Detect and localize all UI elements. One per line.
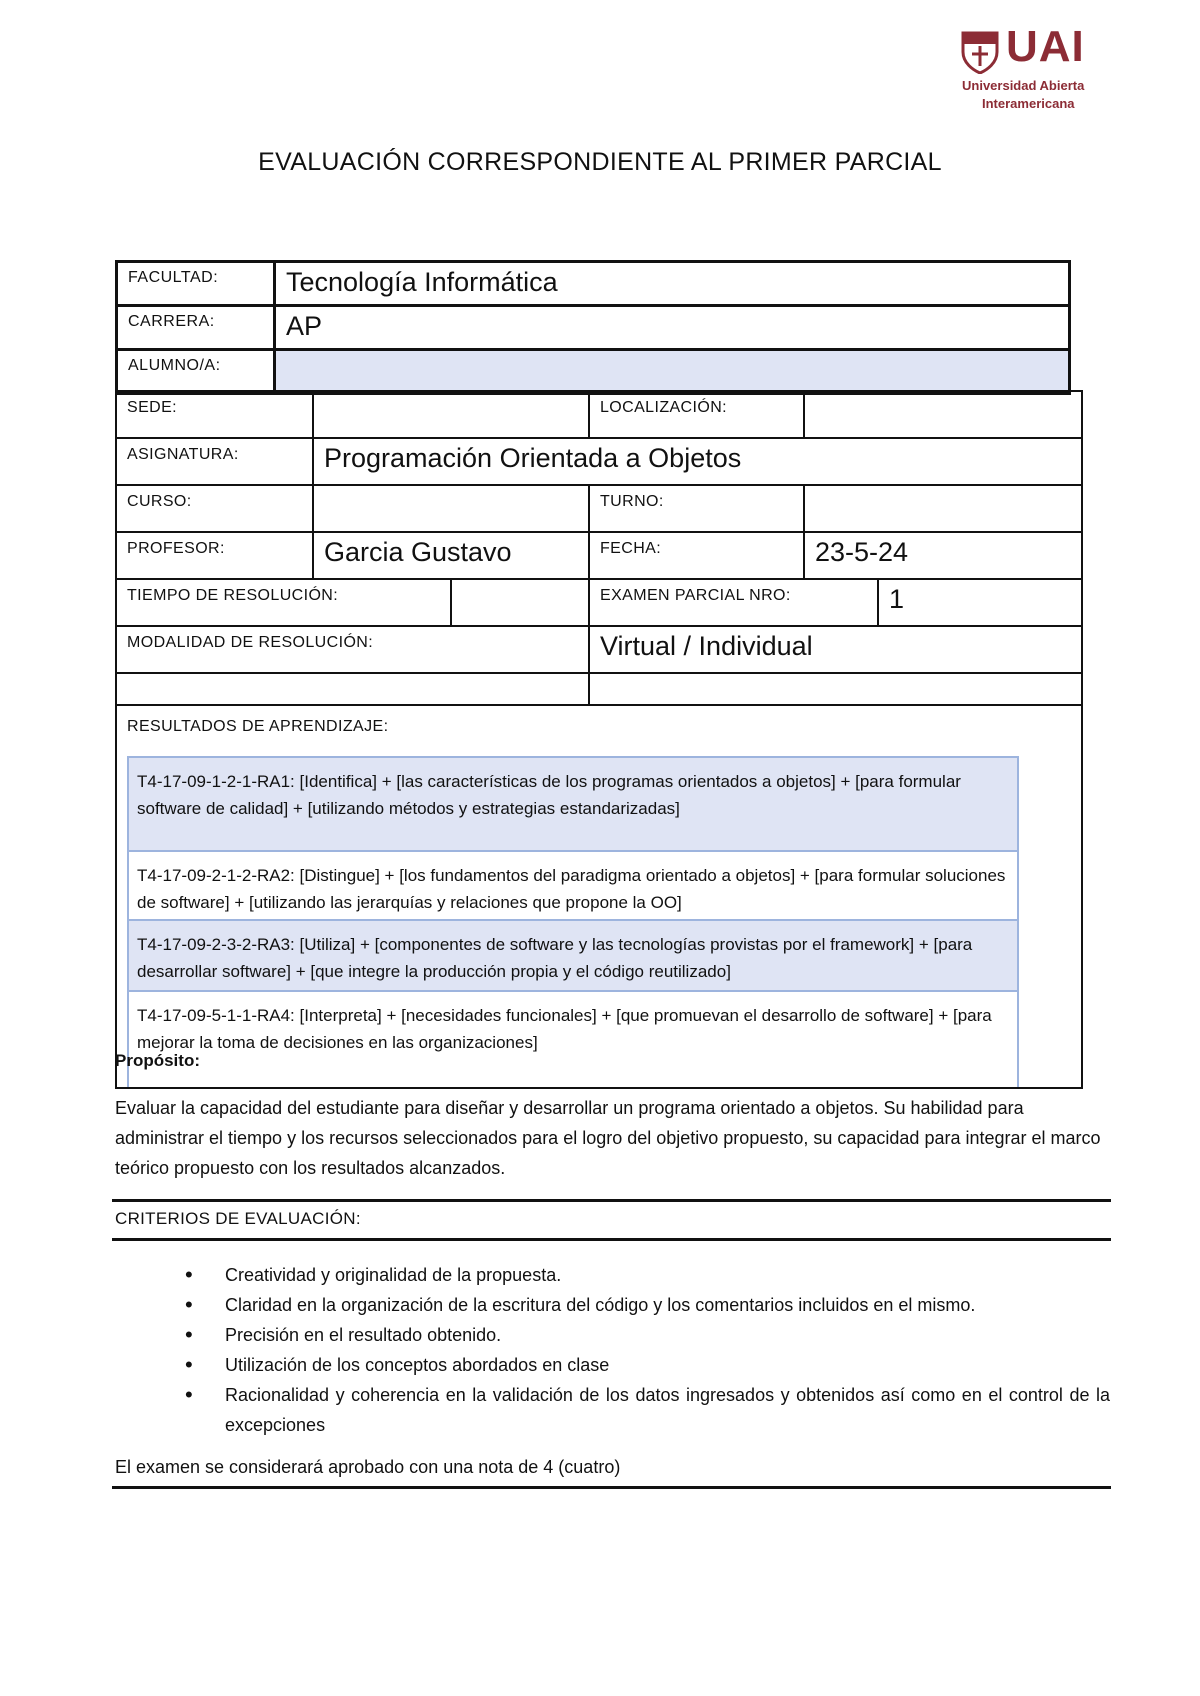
profesor-label: PROFESOR: (116, 532, 313, 579)
criterio-item: • Precisión en el resultado obtenido. (185, 1320, 1110, 1350)
modalidad-label: MODALIDAD DE RESOLUCIÓN: (116, 626, 589, 673)
resultado-ra2: T4-17-09-2-1-2-RA2: [Distingue] + [los fundamentos del paradigma orientado a objetos] + [para formular soluciones de software] + [utilizando las jerarquías y relaciones que propone la OO] (129, 852, 1017, 921)
tiempo-label: TIEMPO DE RESOLUCIÓN: (116, 579, 451, 626)
modalidad-value: Virtual / Individual (589, 626, 1082, 673)
carrera-value: AP (275, 306, 1070, 350)
asignatura-label: ASIGNATURA: (116, 438, 313, 485)
examen-label: EXAMEN PARCIAL NRO: (589, 579, 878, 626)
curso-label: CURSO: (116, 485, 313, 532)
curso-value (313, 485, 589, 532)
alumno-field[interactable] (275, 350, 1070, 394)
empty-cell-right (589, 673, 1082, 705)
resultados-label: RESULTADOS DE APRENDIZAJE: (127, 718, 389, 735)
localizacion-label: LOCALIZACIÓN: (589, 391, 804, 438)
sede-value (313, 391, 589, 438)
university-logo (960, 22, 1110, 114)
logo-wordmark: UAI (1006, 22, 1085, 71)
resultados-list (127, 756, 1019, 1087)
criterios-header (112, 1199, 1111, 1241)
criterios-list (185, 1260, 1110, 1440)
examen-value: 1 (878, 579, 1082, 626)
facultad-value: Tecnología Informática (275, 262, 1070, 306)
approval-note: El examen se considerará aprobado con una nota de 4 (cuatro) (115, 1457, 621, 1477)
facultad-label: FACULTAD: (117, 262, 275, 306)
alumno-label: ALUMNO/A: (117, 350, 275, 394)
criterio-item: • Racionalidad y coherencia en la validación de los datos ingresados y obtenidos así como en el control de la excepciones (185, 1380, 1110, 1440)
turno-value (804, 485, 1082, 532)
tiempo-value (451, 579, 589, 626)
carrera-label: CARRERA: (117, 306, 275, 350)
header-table (115, 260, 1071, 395)
proposito-text: Evaluar la capacidad del estudiante para diseñar y desarrollar un programa orientado a objetos. Su habilidad para administrar el tiempo y los recursos seleccionados para el logro del objetivo propuesto, su capacidad para integrar el marco teórico propuesto con los resultados alcanzados. (115, 1098, 1101, 1178)
localizacion-value (804, 391, 1082, 438)
criterio-item: • Creatividad y originalidad de la propuesta. (185, 1260, 1110, 1290)
empty-cell-left (116, 673, 589, 705)
details-table (115, 390, 1083, 1089)
resultado-ra1: T4-17-09-1-2-1-RA1: [Identifica] + [las características de los programas orientados a objetos] + [para formular software de calidad] + [utilizando métodos y estrategias estandarizadas] (129, 758, 1017, 852)
criterios-label: CRITERIOS DE EVALUACIÓN: (115, 1209, 361, 1228)
fecha-value: 23-5-24 (804, 532, 1082, 579)
criterio-item: • Claridad en la organización de la escritura del código y los comentarios incluidos en el mismo. (185, 1290, 1110, 1320)
logo-line-1: Universidad Abierta (962, 78, 1085, 93)
logo-line-2: Interamericana (982, 96, 1075, 111)
asignatura-value: Programación Orientada a Objetos (313, 438, 1082, 485)
fecha-label: FECHA: (589, 532, 804, 579)
bottom-divider (112, 1486, 1111, 1489)
sede-label: SEDE: (116, 391, 313, 438)
criterio-item: • Utilización de los conceptos abordados en clase (185, 1350, 1110, 1380)
resultados-cell (116, 705, 1082, 1088)
profesor-value: Garcia Gustavo (313, 532, 589, 579)
proposito-title: Propósito: (115, 1051, 200, 1070)
resultado-ra4: T4-17-09-5-1-1-RA4: [Interpreta] + [necesidades funcionales] + [que promuevan el desarrollo de software] + [para mejorar la toma de decisiones en las organizaciones] (137, 1006, 992, 1052)
turno-label: TURNO: (589, 485, 804, 532)
resultado-ra3: T4-17-09-2-3-2-RA3: [Utiliza] + [componentes de software y las tecnologías provistas por el framework] + [para desarrollar software] + [que integre la producción propia y el código reutilizado] (129, 921, 1017, 992)
shield-icon (960, 30, 1000, 74)
page-title: EVALUACIÓN CORRESPONDIENTE AL PRIMER PARCIAL (258, 148, 942, 176)
